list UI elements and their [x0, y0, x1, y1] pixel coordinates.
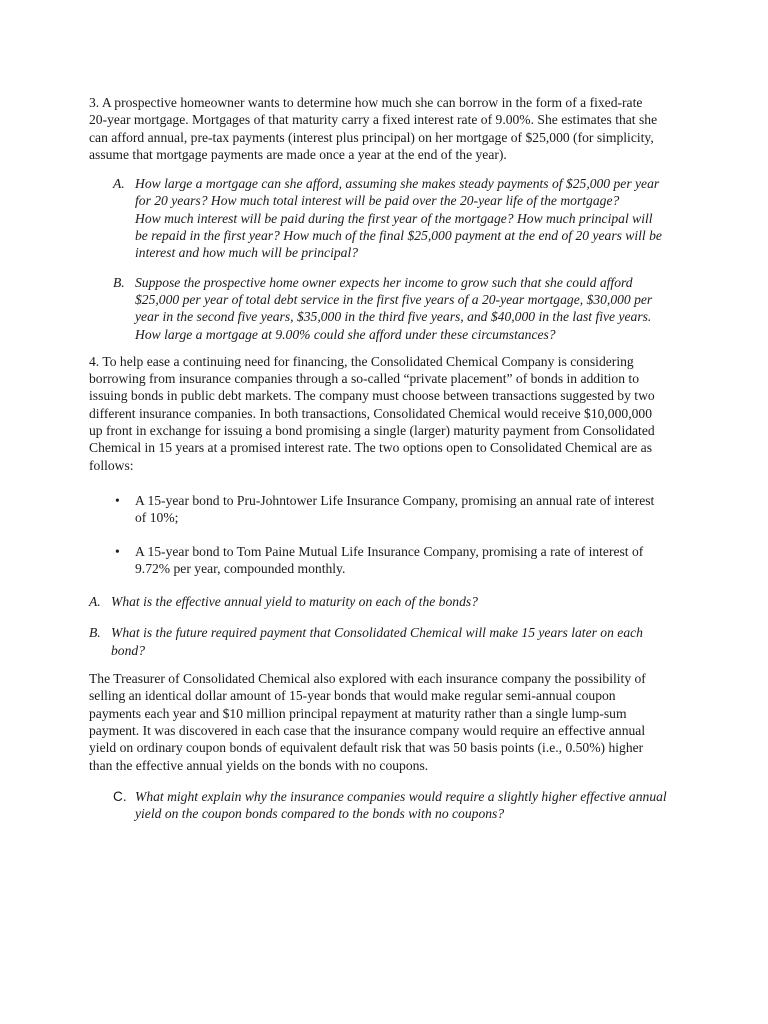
- q3-part-b: B. Suppose the prospective home owner expects her income to grow such that she could afford $25,000 per year of total debt service in the first five years of a 20-year mortgage, $30,000 per year in the second five years, $35,000 in the third five years, and $40,000 in the last five years. How large a mortgage at 9.00% could she afford under these circumstances?: [113, 274, 653, 342]
- part-label: B.: [113, 274, 125, 290]
- bullet-item: • A 15-year bond to Pru-Johntower Life Insurance Company, promising an annual rate of interest of 10%;: [115, 492, 655, 526]
- q4-part-a: A. What is the effective annual yield to maturity on each of the bonds?: [89, 594, 478, 610]
- part-label: A.: [89, 594, 101, 610]
- document-body: [89, 94, 729, 822]
- q4-part-c: C. What might explain why the insurance companies would require a slightly higher effective annual yield on the coupon bonds compared to the bonds with no coupons?: [113, 788, 667, 822]
- q4-part-b: B. What is the future required payment that Consolidated Chemical will make 15 years later on each bond?: [89, 625, 643, 658]
- bullet-icon: •: [115, 543, 120, 559]
- q4-intro: 4. To help ease a continuing need for financing, the Consolidated Chemical Company is considering borrowing from insurance companies through a so-called “private placement” of bonds in addition to issuing bonds in public debt markets. The company must choose between transactions suggested by two different insurance companies. In both transactions, Consolidated Chemical would receive $10,000,000 up front in exchange for issuing a bond promising a single (larger) maturity payment from Consolidated Chemical in 15 years at a promised interest rate. The two options open to Consolidated Chemical are as follows:: [89, 353, 655, 473]
- part-label: A.: [113, 176, 125, 192]
- q3-intro: 3. A prospective homeowner wants to determine how much she can borrow in the form of a fixed-rate 20-year mortgage. Mortgages of that maturity carry a fixed interest rate of 9.00%. She estimates that she can afford annual, pre-tax payments (interest plus principal) on her mortgage of $25,000 (for simplicity, assume that mortgage payments are made once a year at the end of the year).: [89, 95, 658, 162]
- bullet-item: • A 15-year bond to Tom Paine Mutual Life Insurance Company, promising a rate of interest of 9.72% per year, compounded monthly.: [115, 543, 644, 576]
- part-label: C.: [113, 788, 127, 804]
- treasurer-paragraph: The Treasurer of Consolidated Chemical also explored with each insurance company the possibility of selling an identical dollar amount of 15-year bonds that would make regular semi-annual coupon payments each year and $10 million principal repayment at maturity rather than a single lump-sum payment. It was discovered in each case that the insurance company would require an effective annual yield on ordinary coupon bonds of equivalent default risk that was 50 basis points (i.e., 0.50%) higher than the effective annual yields on the bonds with no coupons.: [89, 671, 646, 773]
- part-label: B.: [89, 625, 101, 641]
- q3-part-a: A. How large a mortgage can she afford, assuming she makes steady payments of $25,000 per year for 20 years? How much total interest will be paid over the 20-year life of the mortgage? How much interest will be paid during the first year of the mortgage? How much principal will be repaid in the first year? How much of the final $25,000 payment at the end of 20 years will be interest and how much will be principal?: [113, 176, 662, 261]
- bullet-icon: •: [115, 492, 120, 508]
